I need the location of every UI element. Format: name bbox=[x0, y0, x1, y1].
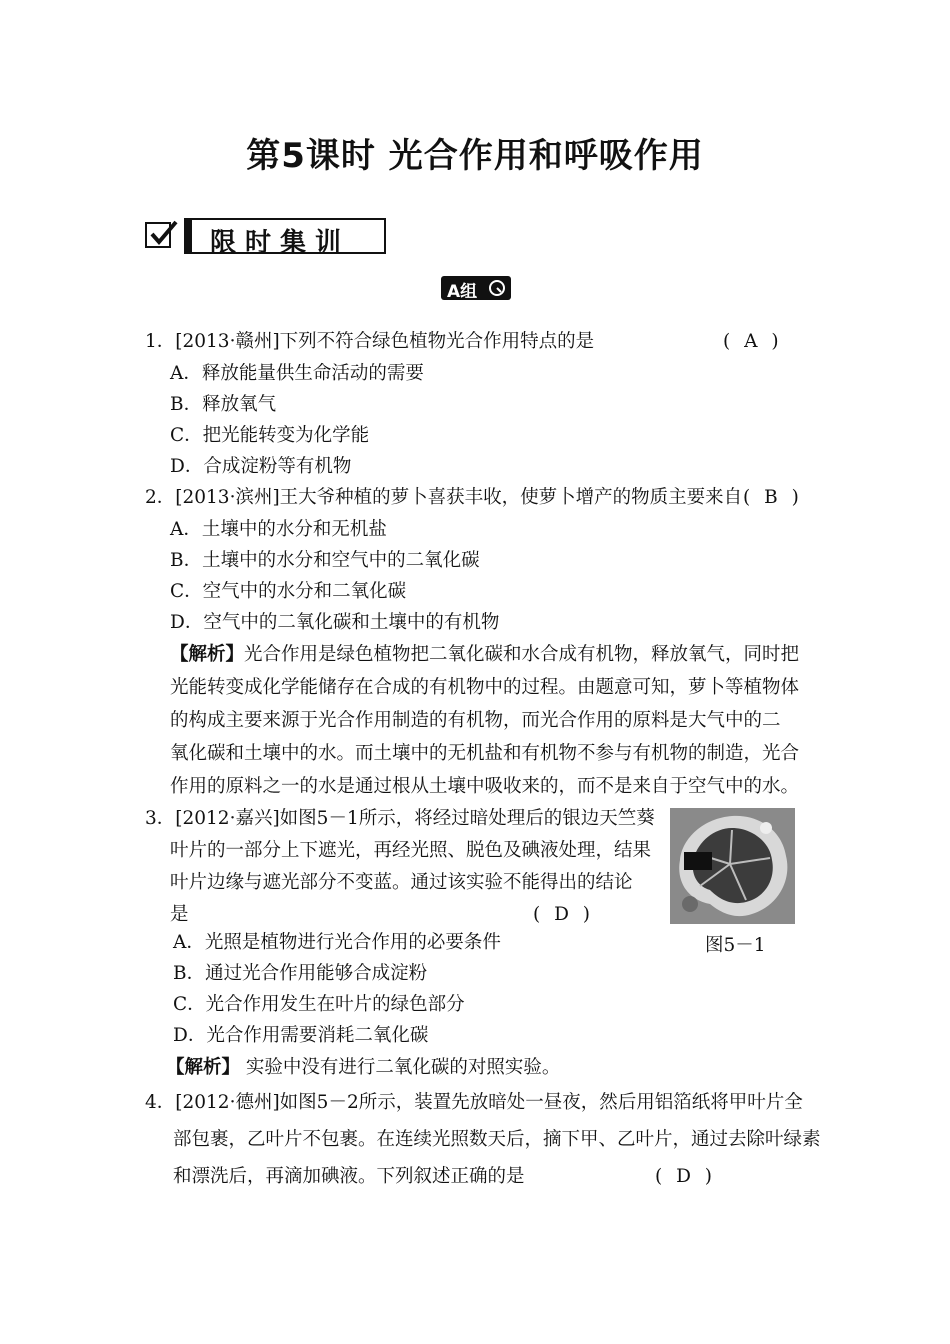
group-label: A组 bbox=[447, 282, 478, 302]
q1-option-a: A．释放能量供生命活动的需要 bbox=[170, 363, 424, 384]
page-title: 第5课时 光合作用和呼吸作用 bbox=[246, 136, 704, 176]
q2-analysis-label: 【解析】 bbox=[170, 644, 245, 665]
leaf-photo bbox=[670, 808, 795, 924]
q3-option-b: B．通过光合作用能够合成淀粉 bbox=[173, 963, 428, 984]
q2-option-b: B．土壤中的水分和空气中的二氧化碳 bbox=[170, 550, 480, 571]
q3-analysis-text: 实验中没有进行二氧化碳的对照实验。 bbox=[240, 1057, 561, 1078]
q3-analysis bbox=[166, 1056, 560, 1080]
q2-analysis-line-5: 作用的原料之一的水是通过根从土壤中吸收来的，而不是来自于空气中的水。 bbox=[170, 776, 800, 797]
q4-stem-line-3: 和漂洗后，再滴加碘液。下列叙述正确的是 bbox=[173, 1166, 525, 1187]
q4-stem-line-2: 部包裹，乙叶片不包裹。在连续光照数天后，摘下甲、乙叶片，通过去除叶绿素 bbox=[173, 1129, 821, 1150]
q3-stem-line-4: 是 bbox=[170, 904, 189, 925]
q3-answer: ( D ) bbox=[533, 904, 591, 925]
q2-option-a: A．土壤中的水分和无机盐 bbox=[170, 519, 387, 540]
q2-analysis-line-4: 氧化碳和土壤中的水。而土壤中的无机盐和有机物不参与有机物的制造，光合 bbox=[170, 743, 800, 764]
q4-stem-line-1: 4．[2012·德州]如图5－2所示，装置先放暗处一昼夜，然后用铝箔纸将甲叶片全 bbox=[145, 1092, 803, 1113]
q2-analysis-line-3: 的构成主要来源于光合作用制造的有机物，而光合作用的原料是大气中的二 bbox=[170, 710, 781, 731]
q1-option-c: C．把光能转变为化学能 bbox=[170, 425, 370, 446]
clock-icon bbox=[488, 279, 506, 297]
q3-option-c: C．光合作用发生在叶片的绿色部分 bbox=[173, 994, 465, 1015]
q2-option-c: C．空气中的水分和二氧化碳 bbox=[170, 581, 407, 602]
q3-analysis-label: 【解析】 bbox=[166, 1057, 241, 1078]
q2-option-d: D．空气中的二氧化碳和土壤中的有机物 bbox=[170, 612, 500, 633]
q1-answer: ( A ) bbox=[723, 331, 779, 352]
section-header bbox=[184, 218, 386, 258]
q3-option-a: A．光照是植物进行光合作用的必要条件 bbox=[173, 932, 501, 953]
q3-stem-line-2: 叶片的一部分上下遮光，再经光照、脱色及碘液处理，结果 bbox=[170, 840, 652, 861]
figure-caption: 图5－1 bbox=[705, 935, 766, 956]
q2-analysis-line-2: 光能转变成化学能储存在合成的有机物中的过程。由题意可知，萝卜等植物体 bbox=[170, 677, 800, 698]
q1-option-b: B．释放氧气 bbox=[170, 394, 277, 415]
q3-option-d: D．光合作用需要消耗二氧化碳 bbox=[173, 1025, 429, 1046]
q2-answer: ( B ) bbox=[743, 487, 799, 508]
q3-stem-line-1: 3．[2012·嘉兴]如图5－1所示，将经过暗处理后的银边天竺葵 bbox=[145, 808, 655, 829]
checkbox-icon bbox=[145, 222, 171, 248]
q2-analysis-text-1: 光合作用是绿色植物把二氧化碳和水合成有机物，释放氧气，同时把 bbox=[244, 644, 800, 665]
q2-stem: 2．[2013·滨州]王大爷种植的萝卜喜获丰收，使萝卜增产的物质主要来自 bbox=[145, 487, 743, 508]
group-badge bbox=[441, 276, 511, 300]
q1-option-d: D．合成淀粉等有机物 bbox=[170, 456, 352, 477]
section-header-label: 限时集训 bbox=[210, 228, 351, 258]
q2-analysis-line-1 bbox=[170, 643, 799, 667]
q1-stem: 1．[2013·赣州]下列不符合绿色植物光合作用特点的是 bbox=[145, 331, 595, 352]
q3-stem-line-3: 叶片边缘与遮光部分不变蓝。通过该实验不能得出的结论 bbox=[170, 872, 633, 893]
q4-answer: ( D ) bbox=[655, 1166, 713, 1187]
